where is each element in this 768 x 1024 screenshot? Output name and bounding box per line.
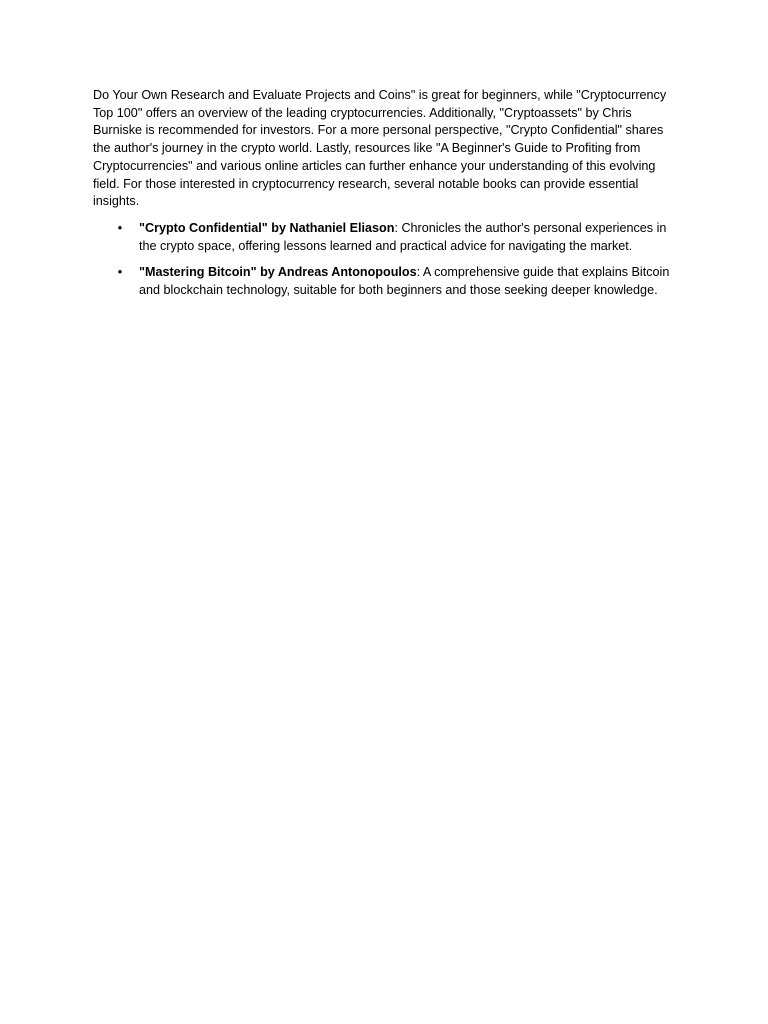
- book-title: "Crypto Confidential" by Nathaniel Eliason: [139, 220, 395, 235]
- book-description: : A comprehensive guide that explains Bitcoin and blockchain technology, suitable for both beginners and those seeking deeper knowledge.: [139, 265, 670, 298]
- document-body: [93, 87, 683, 309]
- list-item: [93, 220, 683, 255]
- book-list: [93, 220, 683, 300]
- bullet-icon: •: [117, 220, 123, 235]
- book-description: : Chronicles the author's personal experiences in the crypto space, offering lessons learned and practical advice for navigating the market.: [139, 220, 667, 253]
- list-item: [93, 264, 683, 299]
- book-title: "Mastering Bitcoin" by Andreas Antonopoulos: [139, 265, 417, 280]
- intro-paragraph: Do Your Own Research and Evaluate Projects and Coins" is great for beginners, while "Cryptocurrency Top 100" offers an overview of the leading cryptocurrencies. Additionally, "Cryptoassets" by Chris Burniske is recommended for investors. For a more personal perspective, "Crypto Confidential" shares the author's journey in the crypto world. Lastly, resources like "A Beginner's Guide to Profiting from Cryptocurrencies" and various online articles can further enhance your understanding of this evolving field. For those interested in cryptocurrency research, several notable books can provide essential insights.: [93, 88, 667, 209]
- bullet-icon: •: [117, 265, 123, 280]
